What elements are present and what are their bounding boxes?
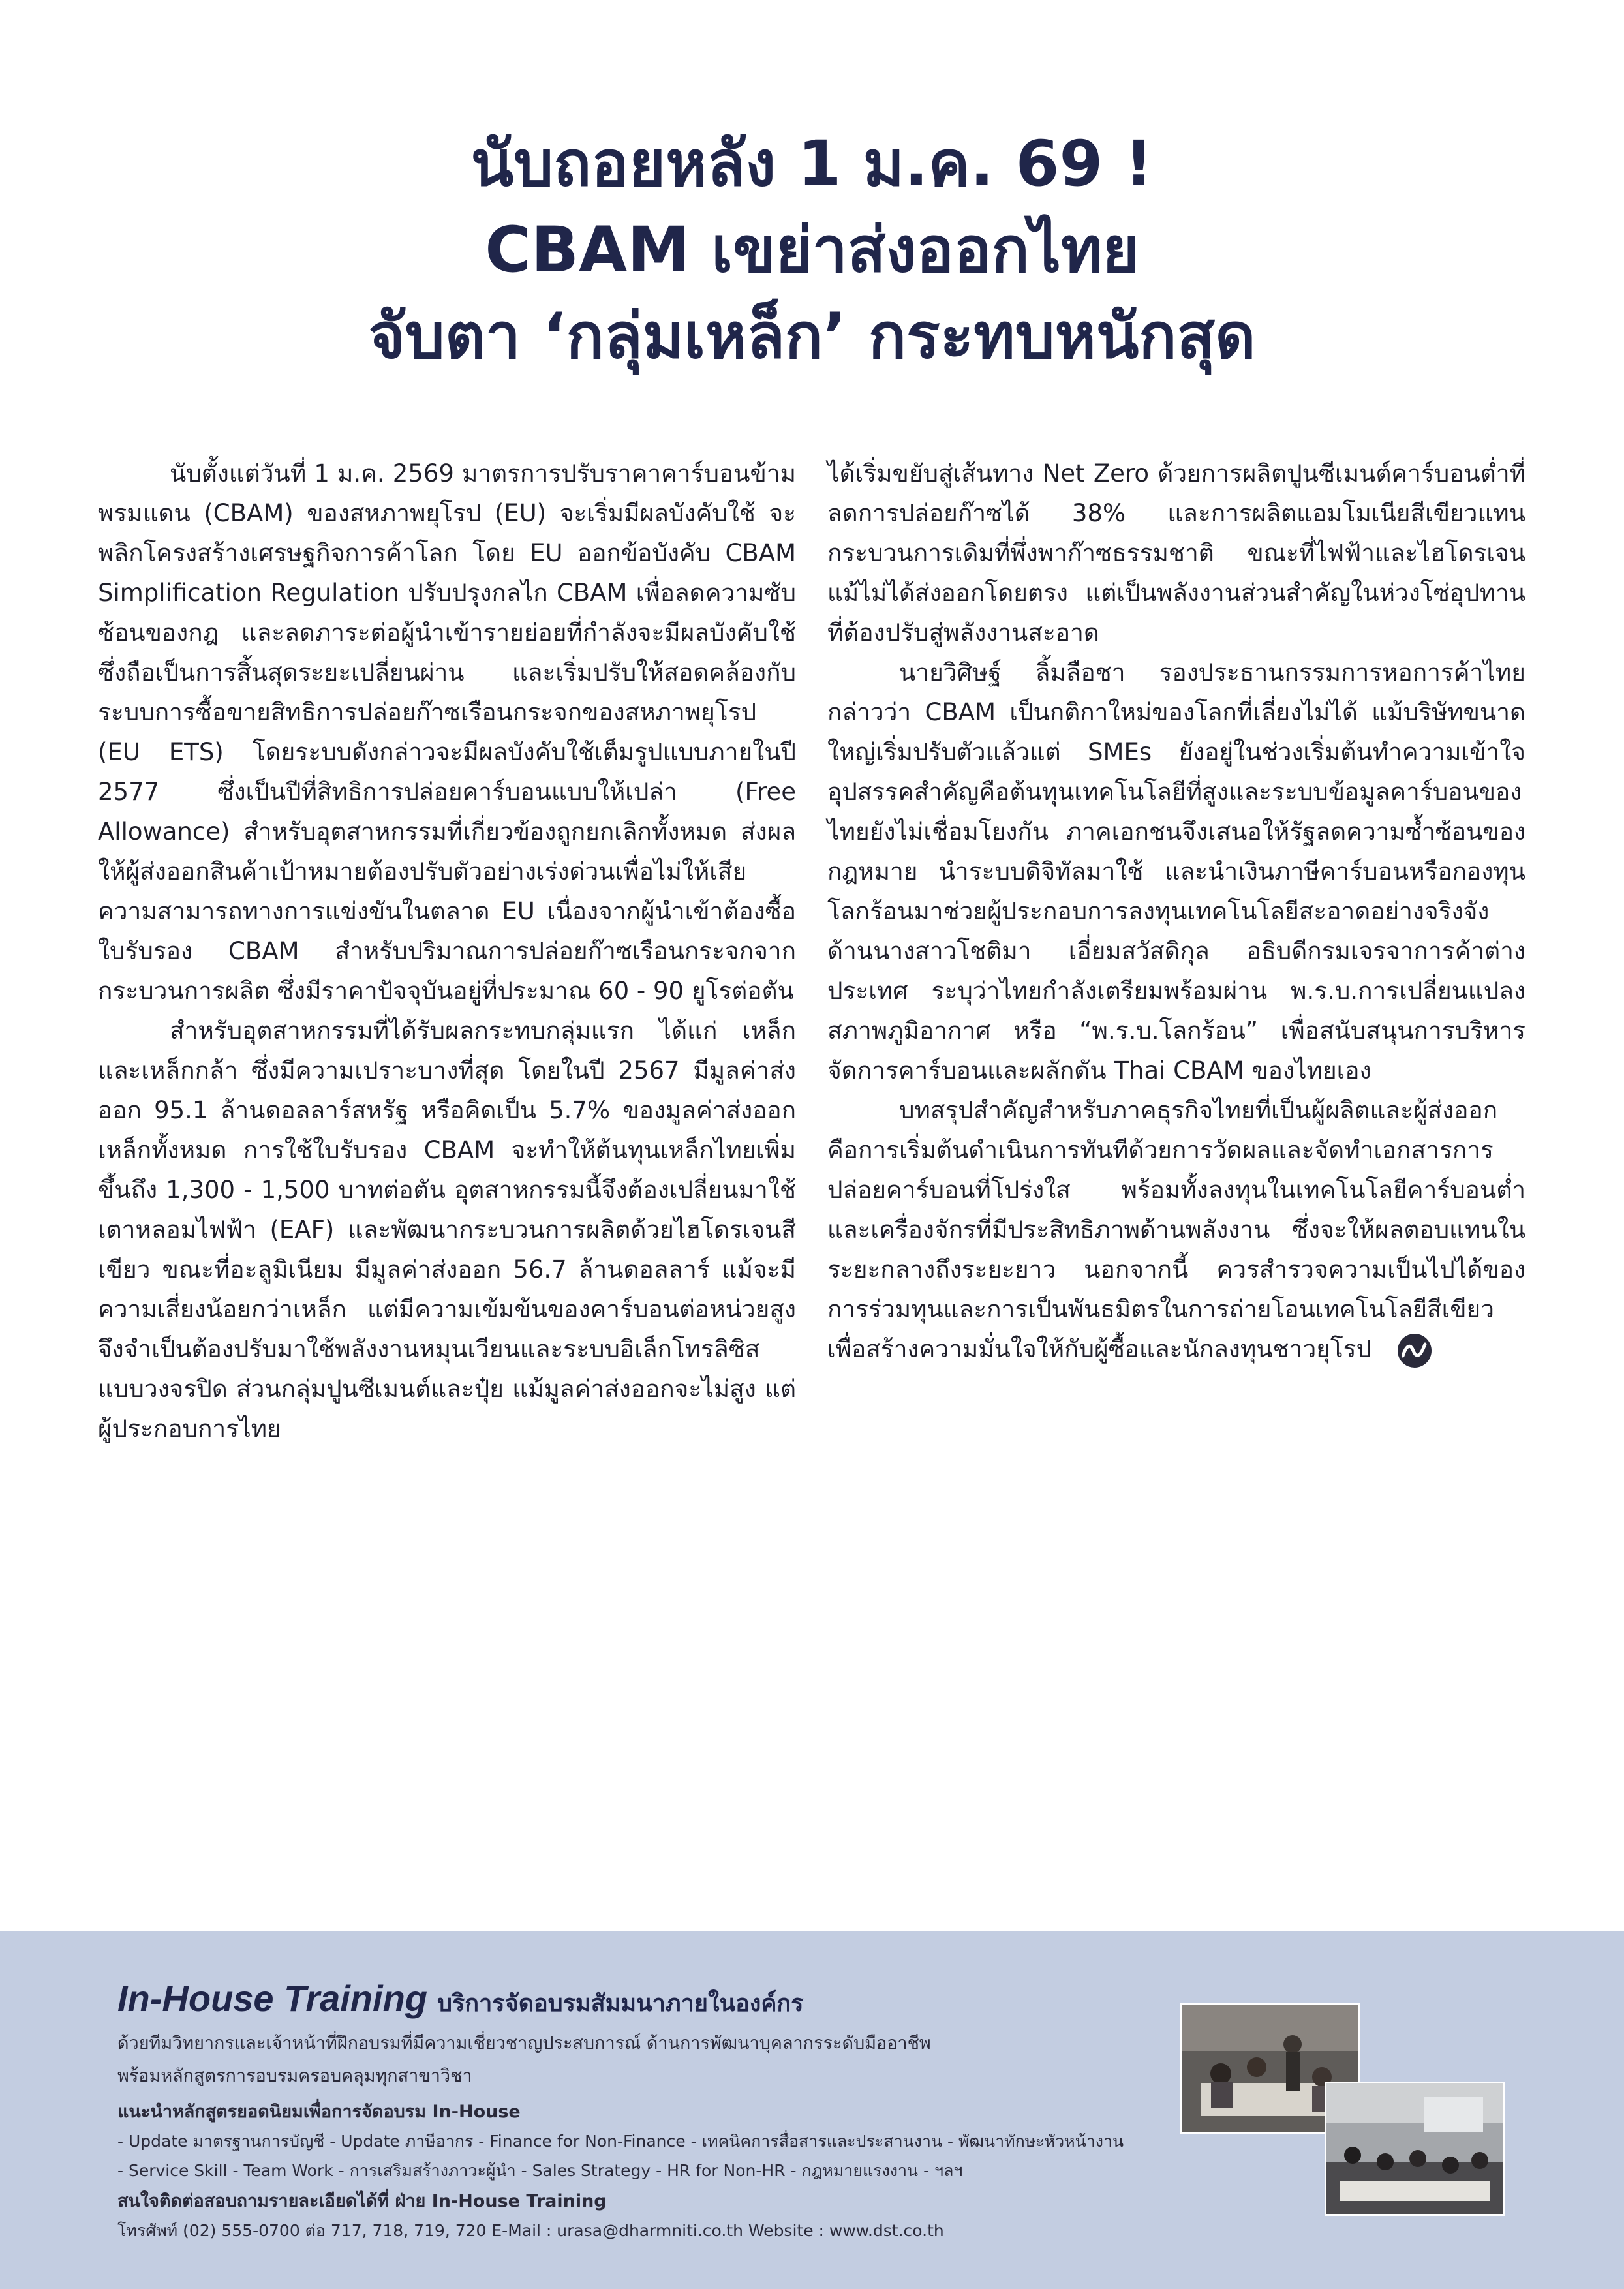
headline-line-1: นับถอยหลัง 1 ม.ค. 69 ! <box>470 127 1154 200</box>
training-photo-2 <box>1325 2082 1505 2216</box>
paragraph-chamber-view: นายวิศิษฐ์ ลิ้มลือชา รองประธานกรรมการหอการค้าไทย กล่าวว่า CBAM เป็นกติกาใหม่ของโลกที่เลี่ยงไม่ได้ แม้บริษัทขนาดใหญ่เริ่มปรับตัวแล้วแต่ SMEs ยังอยู่ในช่วงเริ่มต้นทำความเข้าใจ อุปสรรคสำคัญคือต้นทุนเทคโนโลยีที่สูงและระบบข้อมูลคาร์บอนของไทยยังไม่เชื่อมโยงกัน ภาคเอกชนจึงเสนอให้รัฐลดความซ้ำซ้อนของกฎหมาย นำระบบดิจิทัลมาใช้ และนำเงินภาษีคาร์บอนหรือกองทุนโลกร้อนมาช่วยผู้ประกอบการลงทุนเทคโนโลยีสะอาดอย่างจริงจัง ด้านนางสาวโชติมา เอี่ยมสวัสดิกุล อธิบดีกรมเจรจาการค้าต่างประเทศ ระบุว่าไทยกำลังเตรียมพร้อมผ่าน พ.ร.บ.การเปลี่ยนแปลงสภาพภูมิอากาศ หรือ “พ.ร.บ.โลกร้อน” เพื่อสนับสนุนการบริหารจัดการคาร์บอนและผลักดัน Thai CBAM ของไทยเอง <box>827 658 1525 1084</box>
contact-heading: สนใจติดต่อสอบถามรายละเอียดได้ที่ ฝ่าย In-House Training <box>117 2191 607 2211</box>
headline-line-3: จับตา ‘กลุ่มเหล็ก’ กระทบหนักสุด <box>368 300 1256 373</box>
conclusion-text: บทสรุปสำคัญสำหรับภาคธุรกิจไทยที่เป็นผู้ผลิตและผู้ส่งออก คือการเริ่มต้นดำเนินการทันทีด้วยการวัดผลและจัดทำเอกสารการปล่อยคาร์บอนที่โปร่งใส พร้อมทั้งลงทุนในเทคโนโลยีคาร์บอนต่ำและเครื่องจักรที่มีประสิทธิภาพด้านพลังงาน ซึ่งจะให้ผลตอบแทนในระยะกลางถึงระยะยาว นอกจากนี้ ควรสำรวจความเป็นไปได้ของการร่วมทุนและการเป็นพันธมิตรในการถ่ายโอนเทคโนโลยีสีเขียว เพื่อสร้างความมั่นใจให้กับผู้ซื้อและนักลงทุนชาวยุโรป <box>827 1096 1525 1363</box>
banner-description-1: ด้วยทีมวิทยากรและเจ้าหน้าที่ฝึกอบรมที่มีความเชี่ยวชาญประสบการณ์ ด้านการพัฒนาบุคลากรระดับมืออาชีพ <box>117 2033 931 2053</box>
courses-list-1: - Update มาตรฐานการบัญชี - Update ภาษีอากร - Finance for Non-Finance - เทคนิคการสื่อสารและประสานงาน - พัฒนาทักษะหัวหน้างาน <box>117 2132 1124 2151</box>
contact-details: โทรศัพท์ (02) 555-0700 ต่อ 717, 718, 719, 720 E-Mail : urasa@dharmniti.co.th Website : www.dst.co.th <box>117 2221 944 2240</box>
courses-list-2: - Service Skill - Team Work - การเสริมสร้างภาวะผู้นำ - Sales Strategy - HR for Non-HR - กฎหมายแรงงาน - ฯลฯ <box>117 2161 963 2180</box>
banner-heading <box>117 1977 804 2021</box>
headline-line-2: CBAM เขย่าส่งออกไทย <box>485 213 1139 286</box>
paragraph-affected-industries: สำหรับอุตสาหกรรมที่ได้รับผลกระทบกลุ่มแรก ได้แก่ เหล็กและเหล็กกล้า ซึ่งมีความเปราะบางที่สุด โดยในปี 2567 มีมูลค่าส่งออก 95.1 ล้านดอลลาร์สหรัฐ หรือคิดเป็น 5.7% ของมูลค่าส่งออกเหล็กทั้งหมด การใช้ใบรับรอง CBAM จะทำให้ต้นทุนเหล็กไทยเพิ่มขึ้นถึง 1,300 - 1,500 บาทต่อตัน อุตสาหกรรมนี้จึงต้องเปลี่ยนมาใช้เตาหลอมไฟฟ้า (EAF) และพัฒนากระบวนการผลิตด้วยไฮโดรเจนสีเขียว ขณะที่อะลูมิเนียม มีมูลค่าส่งออก 56.7 ล้านดอลลาร์ แม้จะมีความเสี่ยงน้อยกว่าเหล็ก แต่มีความเข้มข้นของคาร์บอนต่อหน่วยสูง จึงจำเป็นต้องปรับมาใช้พลังงานหมุนเวียนและระบบอิเล็กโทรลิซิสแบบวงจรปิด ส่วนกลุ่มปูนซีเมนต์และปุ๋ย แม้มูลค่าส่งออกจะไม่สูง แต่ผู้ประกอบการไทย <box>98 1017 796 1443</box>
article-left-column <box>98 453 796 1449</box>
end-mark-icon <box>1398 1334 1432 1368</box>
headline <box>0 121 1624 379</box>
courses-heading: แนะนำหลักสูตรยอดนิยมเพื่อการจัดอบรม In-House <box>117 2102 521 2122</box>
banner-subtitle: บริการจัดอบรมสัมมนาภายในองค์กร <box>437 1990 804 2017</box>
paragraph-conclusion <box>827 1090 1525 1369</box>
article-right-column <box>827 453 1525 1369</box>
banner-description-2: พร้อมหลักสูตรการอบรมครอบคลุมทุกสาขาวิชา <box>117 2066 472 2086</box>
paragraph-cbam-intro: นับตั้งแต่วันที่ 1 ม.ค. 2569 มาตรการปรับราคาคาร์บอนข้ามพรมแดน (CBAM) ของสหภาพยุโรป (EU) จะเริ่มมีผลบังคับใช้ จะพลิกโครงสร้างเศรษฐกิจการค้าโลก โดย EU ออกข้อบังคับ CBAM Simplification Regulation ปรับปรุงกลไก CBAM เพื่อลดความซับซ้อนของกฎ และลดภาระต่อผู้นำเข้ารายย่อยที่กำลังจะมีผลบังคับใช้ ซึ่งถือเป็นการสิ้นสุดระยะเปลี่ยนผ่าน และเริ่มปรับให้สอดคล้องกับระบบการซื้อขายสิทธิการปล่อยก๊าซเรือนกระจกของสหภาพยุโรป (EU ETS) โดยระบบดังกล่าวจะมีผลบังคับใช้เต็มรูปแบบภายในปี 2577 ซึ่งเป็นปีที่สิทธิการปล่อยคาร์บอนแบบให้เปล่า (Free Allowance) สำหรับอุตสาหกรรมที่เกี่ยวข้องถูกยกเลิกทั้งหมด ส่งผลให้ผู้ส่งออกสินค้าเป้าหมายต้องปรับตัวอย่างเร่งด่วนเพื่อไม่ให้เสียความสามารถทางการแข่งขันในตลาด EU เนื่องจากผู้นำเข้าต้องซื้อใบรับรอง CBAM สำหรับปริมาณการปล่อยก๊าซเรือนกระจกจากกระบวนการผลิต ซึ่งมีราคาปัจจุบันอยู่ที่ประมาณ 60 - 90 ยูโรต่อตัน <box>98 459 796 1005</box>
banner-brand: In-House Training <box>117 1978 427 2019</box>
in-house-training-banner <box>0 1931 1624 2289</box>
paragraph-net-zero: ได้เริ่มขยับสู่เส้นทาง Net Zero ด้วยการผลิตปูนซีเมนต์คาร์บอนต่ำที่ลดการปล่อยก๊าซได้ 38% และการผลิตแอมโมเนียสีเขียวแทนกระบวนการเดิมที่พึ่งพาก๊าซธรรมชาติ ขณะที่ไฟฟ้าและไฮโดรเจนแม้ไม่ได้ส่งออกโดยตรง แต่เป็นพลังงานส่วนสำคัญในห่วงโซ่อุปทานที่ต้องปรับสู่พลังงานสะอาด <box>827 459 1525 647</box>
